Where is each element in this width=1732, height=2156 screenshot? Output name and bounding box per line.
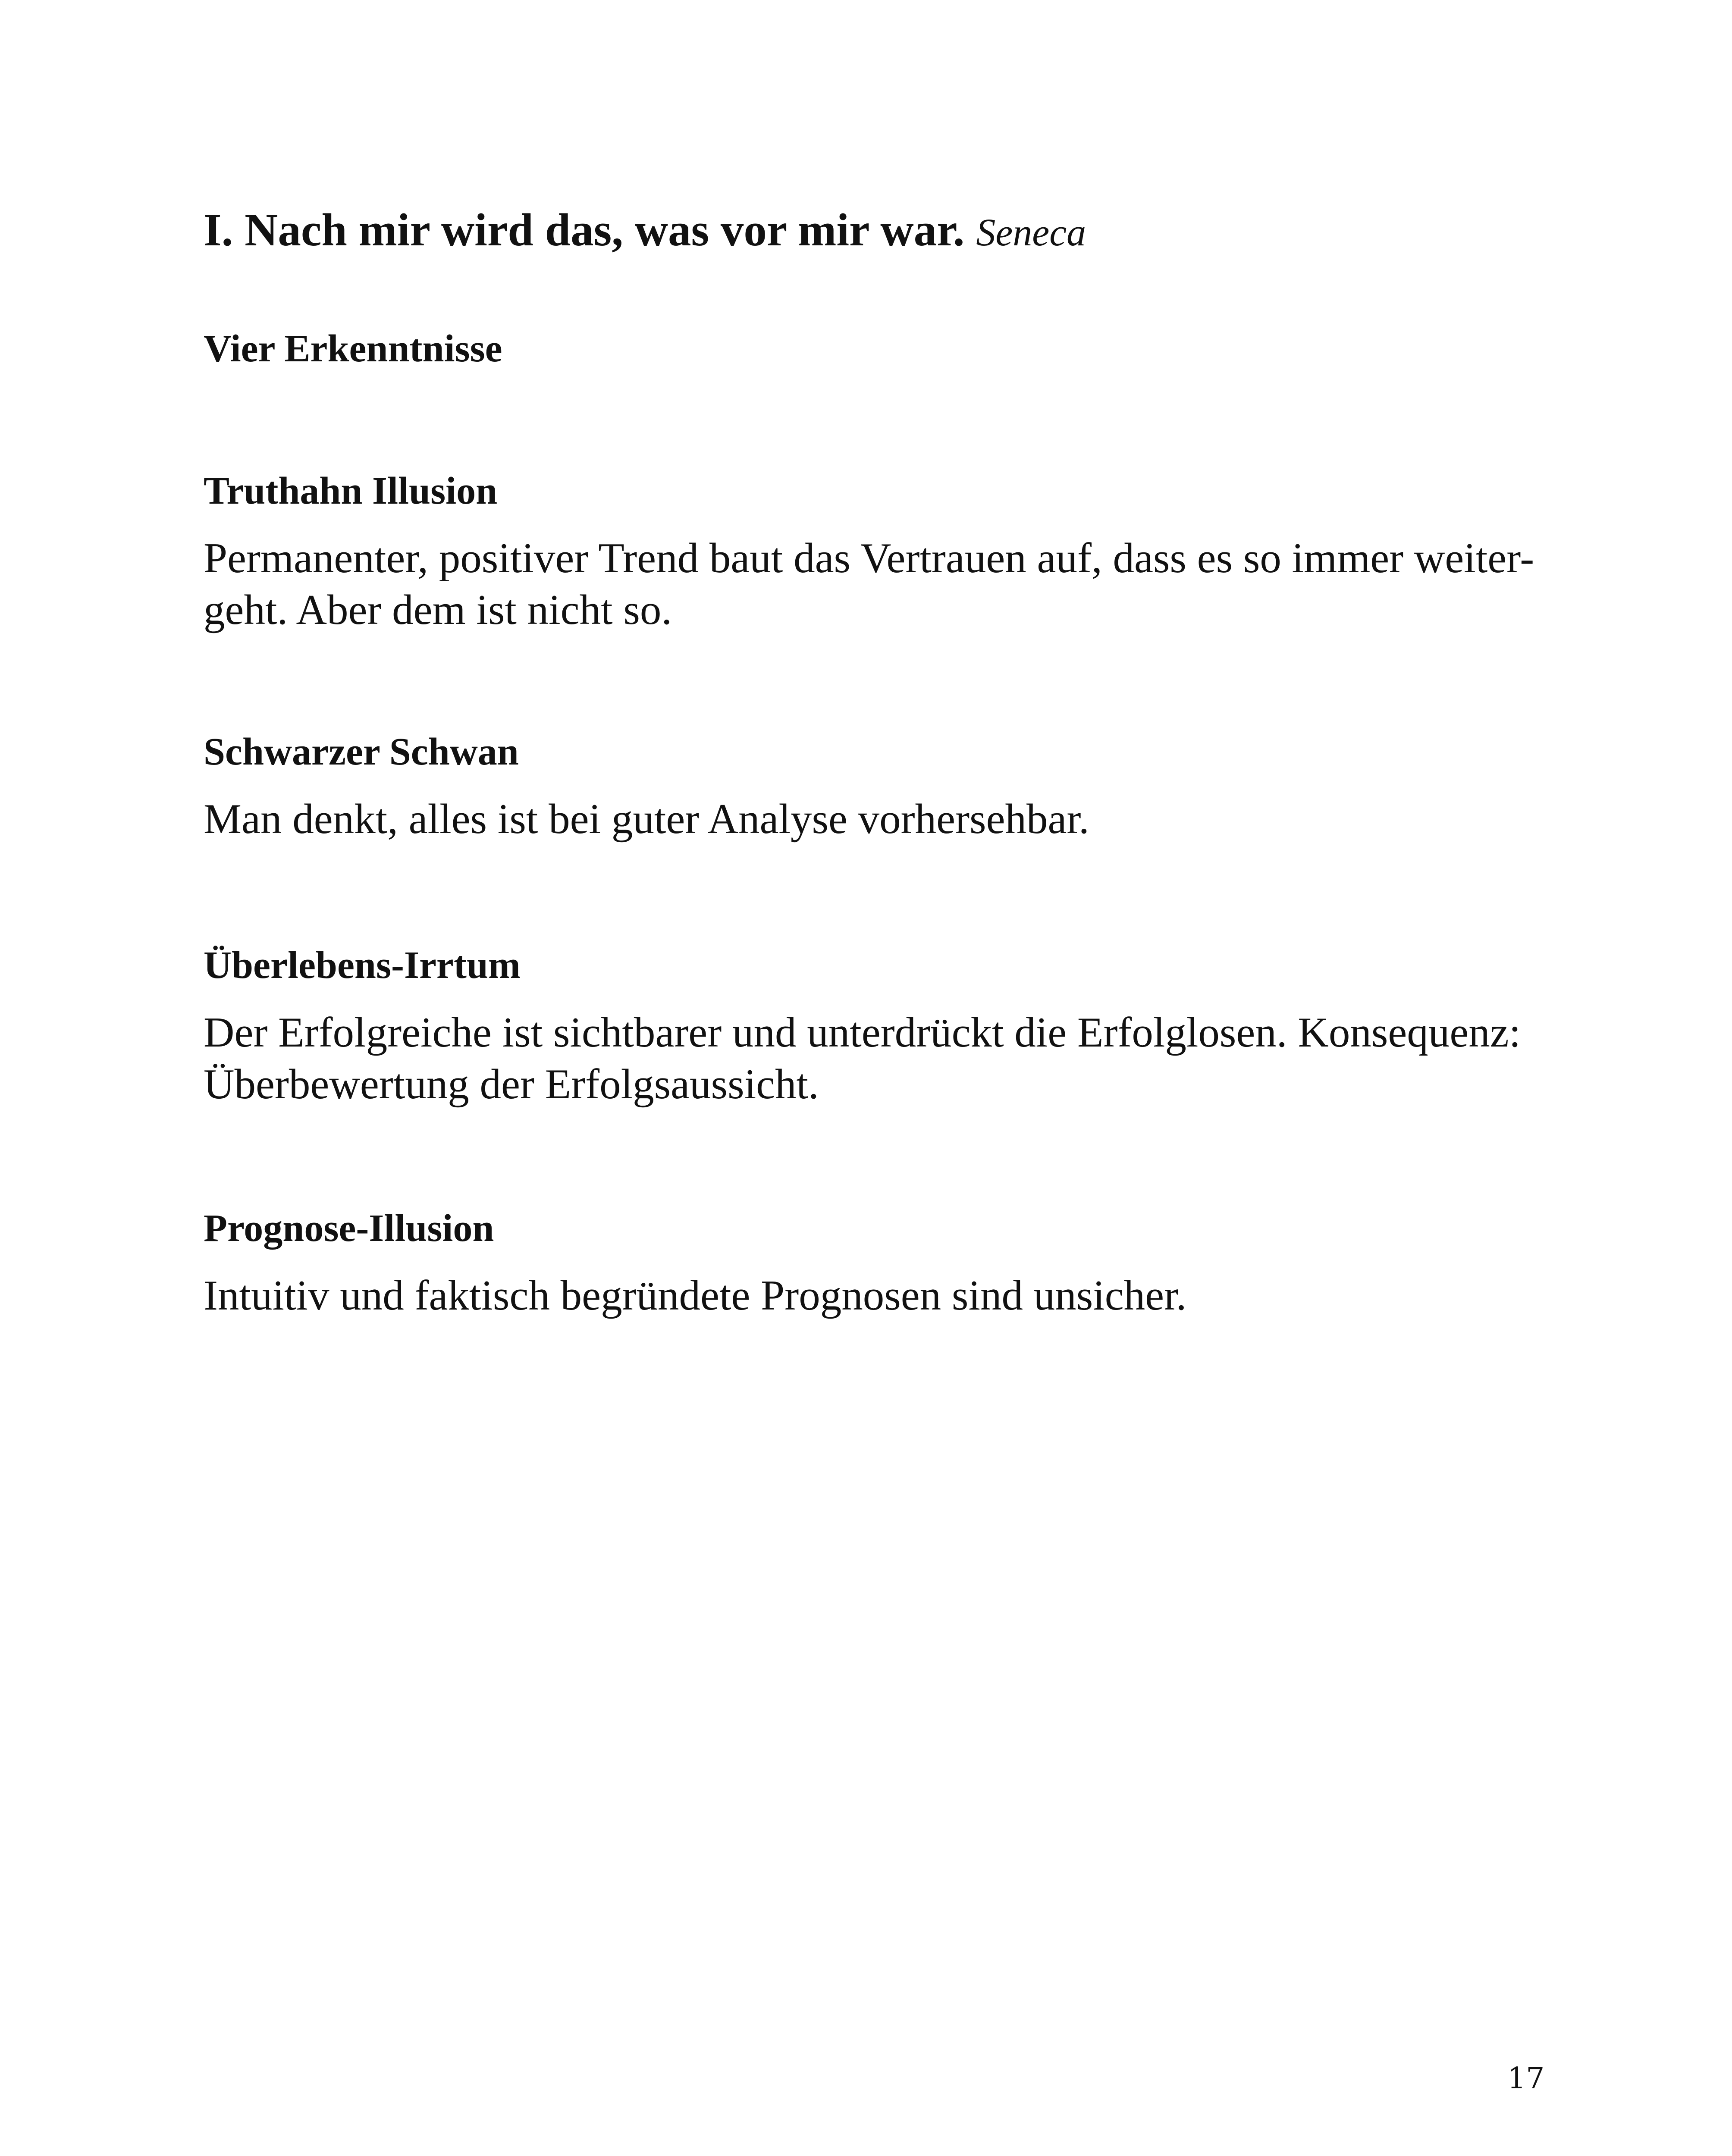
- section-body: [204, 793, 1549, 845]
- section-truthahn-illusion: [204, 468, 1549, 636]
- section-prognose-illusion: [204, 1205, 1549, 1322]
- chapter-title-text: I. Nach mir wird das, was vor mir war.: [204, 205, 965, 256]
- page-number: 17: [1507, 2062, 1545, 2096]
- chapter-author: Seneca: [976, 211, 1086, 254]
- body-line: geht. Aber dem ist nicht so.: [204, 586, 672, 633]
- body-line: Der Erfolgreiche ist sichtbarer und unterdrückt die Erfolglosen. Konsequenz:: [204, 1009, 1521, 1056]
- section-schwarzer-schwan: [204, 729, 1549, 845]
- body-line: Permanenter, positiver Trend baut das Vertrauen auf, dass es so immer weiter-: [204, 535, 1534, 582]
- section-heading: Überlebens-Irrtum: [204, 944, 521, 987]
- body-line: Intuitiv und faktisch begründete Prognosen sind unsicher.: [204, 1272, 1187, 1319]
- section-heading: Prognose-Illusion: [204, 1207, 494, 1250]
- body-line: Überbewertung der Erfolgsaussicht.: [204, 1061, 819, 1108]
- section-heading: Truthahn Illusion: [204, 470, 498, 512]
- intro-heading: Vier Erkenntnisse: [204, 327, 502, 370]
- chapter-title: [204, 203, 1086, 258]
- body-line: Man denkt, alles ist bei guter Analyse vorhersehbar.: [204, 796, 1089, 843]
- section-body: [204, 533, 1549, 636]
- section-body: [204, 1007, 1549, 1110]
- section-body: [204, 1270, 1549, 1322]
- section-ueberlebens-irrtum: [204, 942, 1549, 1110]
- section-heading: Schwarzer Schwan: [204, 730, 519, 773]
